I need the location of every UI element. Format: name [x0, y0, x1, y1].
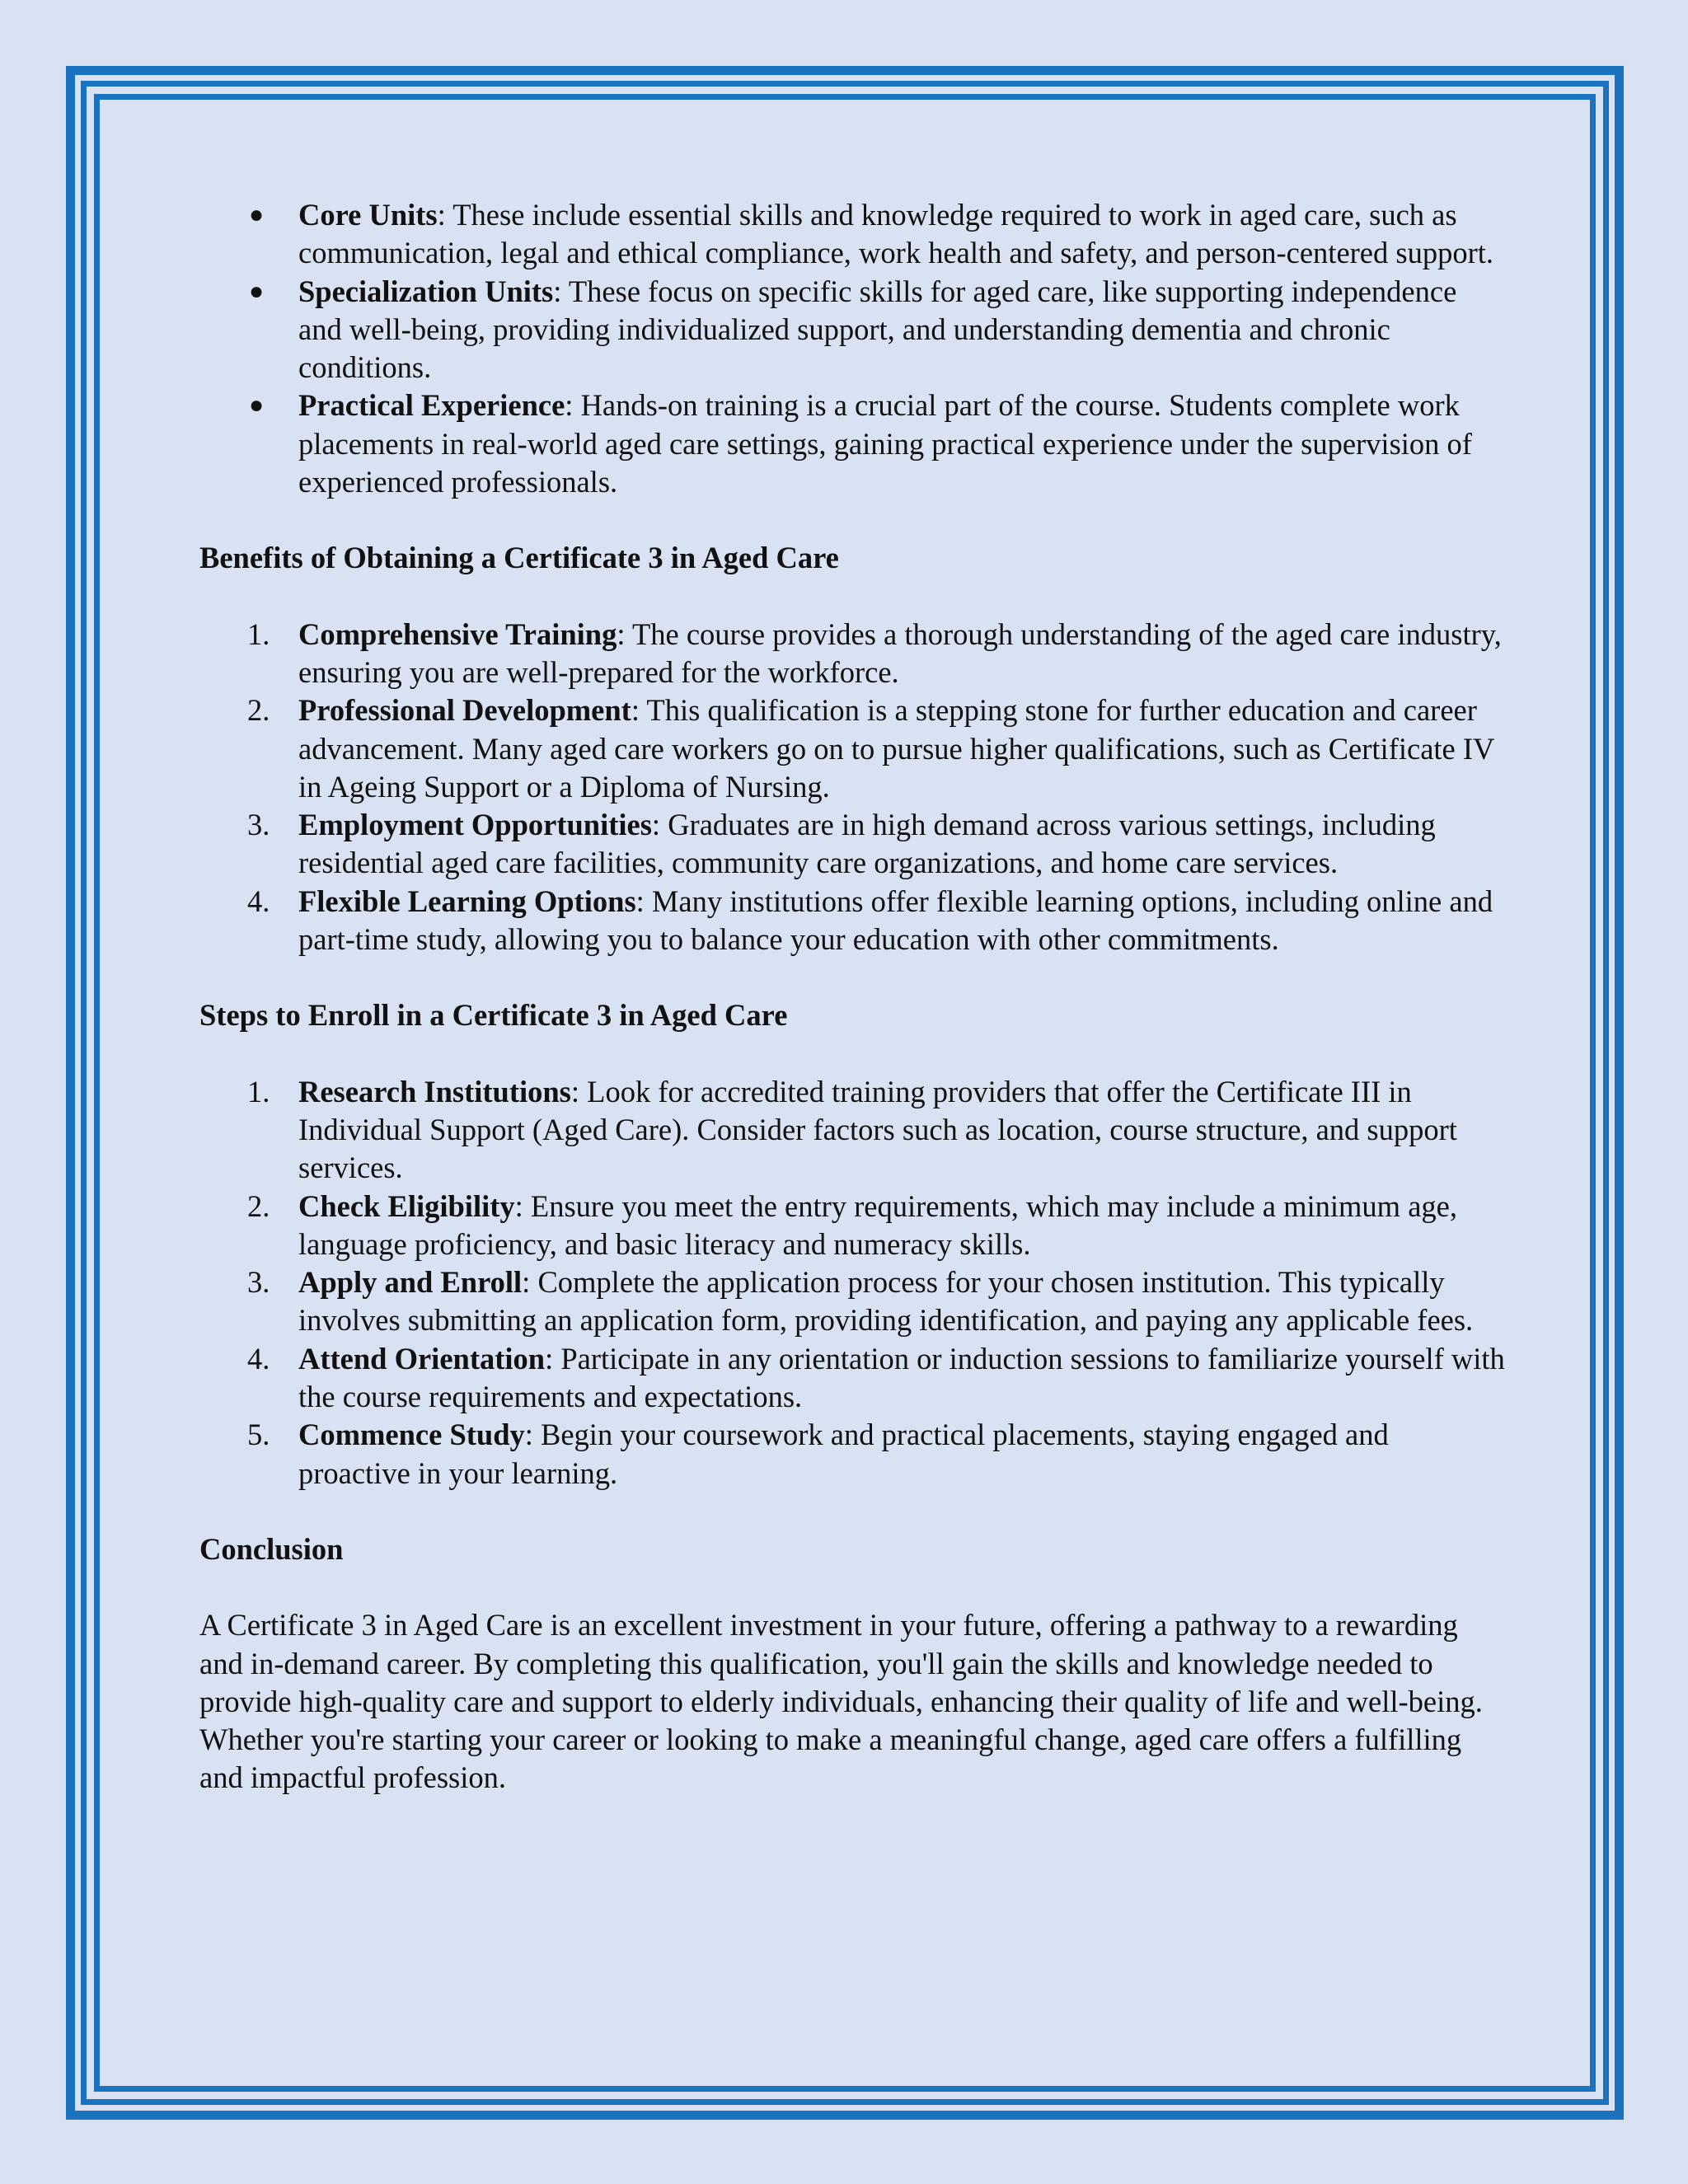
list-item: [199, 387, 1506, 501]
list-item-text: : Complete the application process for your chosen institution. This typically involves submitting an application form, providing identification, and paying any applicable fees.: [298, 1265, 1474, 1338]
list-item-term: Check Eligibility: [298, 1188, 515, 1223]
list-item-text: : Look for accredited training providers that offer the Certificate III in Individual Support (Aged Care). Consider factors such as location, course structure, and support services.: [298, 1074, 1457, 1185]
list-item-text: : The course provides a thorough understanding of the aged care industry, ensuring you are well-prepared for the workforce.: [298, 616, 1502, 689]
list-item-term: Practical Experience: [298, 388, 565, 423]
list-item-text: : Many institutions offer flexible learning options, including online and part-time study, allowing you to balance your education with other commitments.: [298, 883, 1493, 957]
list-item-term: Attend Orientation: [298, 1341, 546, 1376]
course-structure-list: [199, 196, 1506, 501]
list-item-term: Professional Development: [298, 693, 631, 728]
list-item-text: : These focus on specific skills for aged care, like supporting independence and well-being, providing individualized support, and understanding dementia and chronic conditions.: [298, 274, 1457, 385]
list-number: 1.: [247, 616, 270, 651]
list-item-term: Employment Opportunities: [298, 808, 652, 842]
benefits-list: [199, 616, 1506, 959]
list-item: [199, 1073, 1506, 1188]
bullet-icon: ●: [249, 201, 265, 228]
steps-list: [199, 1073, 1506, 1493]
list-item-term: Commence Study: [298, 1418, 525, 1452]
list-item: [199, 883, 1506, 959]
list-item-text: : Ensure you meet the entry requirements, which may include a minimum age, language proficiency, and basic literacy and numeracy skills.: [298, 1188, 1457, 1261]
list-number: 2.: [247, 1188, 270, 1223]
list-item-text: : Hands-on training is a crucial part of the course. Students complete work placements in real-world aged care settings, gaining practical experience under the supervision of experienced professionals.: [298, 388, 1472, 499]
list-item-text: : Graduates are in high demand across various settings, including residential aged care facilities, community care organizations, and home care services.: [298, 808, 1436, 880]
list-item-term: Specialization Units: [298, 274, 554, 308]
list-number: 3.: [247, 1265, 270, 1300]
list-item-text: : Participate in any orientation or induction sessions to familiarize yourself with the course requirements and expectations.: [298, 1341, 1505, 1414]
bullet-icon: ●: [249, 277, 265, 305]
list-item: [199, 196, 1506, 273]
list-item-term: Comprehensive Training: [298, 616, 617, 651]
list-item: [199, 691, 1506, 806]
list-item-text: : This qualification is a stepping stone for further education and career advancement. Many aged care workers go on to pursue higher qualifications, such as Certificate IV in Ageing Support or a Diploma of Nursing.: [298, 693, 1494, 804]
list-item-term: Apply and Enroll: [298, 1265, 523, 1300]
list-number: 4.: [247, 1341, 270, 1376]
list-item-term: Flexible Learning Options: [298, 883, 636, 918]
list-item-term: Research Institutions: [298, 1074, 571, 1108]
list-number: 4.: [247, 883, 270, 918]
conclusion-heading: Conclusion: [199, 1531, 344, 1566]
list-number: 1.: [247, 1074, 270, 1108]
conclusion-paragraph: A Certificate 3 in Aged Care is an excellent investment in your future, offering a pathway to a rewarding and in-demand career. By completing this qualification, you'll gain the skills and knowledge needed to provide high-quality care and support to elderly individuals, enhancing their quality of life and well-being. Whether you're starting your career or looking to make a meaningful change, aged care offers a fulfilling and impactful profession.: [199, 1608, 1483, 1795]
list-item: [199, 1263, 1506, 1340]
document-body: [199, 196, 1506, 1797]
list-item: [199, 273, 1506, 387]
bullet-icon: ●: [249, 391, 265, 419]
list-item-text: : These include essential skills and knowledge required to work in aged care, such as communication, legal and ethical compliance, work health and safety, and person-centered support.: [298, 198, 1494, 270]
list-item: [199, 1340, 1506, 1417]
benefits-heading: Benefits of Obtaining a Certificate 3 in Aged Care: [199, 541, 839, 575]
list-number: 2.: [247, 693, 270, 728]
list-item-term: Core Units: [298, 198, 438, 232]
list-number: 5.: [247, 1418, 270, 1452]
list-item: [199, 806, 1506, 883]
list-item: [199, 1188, 1506, 1264]
list-number: 3.: [247, 808, 270, 842]
list-item: [199, 616, 1506, 692]
list-item: [199, 1416, 1506, 1493]
list-item-text: : Begin your coursework and practical placements, staying engaged and proactive in your learning.: [298, 1418, 1389, 1490]
steps-heading: Steps to Enroll in a Certificate 3 in Aged Care: [199, 998, 788, 1033]
